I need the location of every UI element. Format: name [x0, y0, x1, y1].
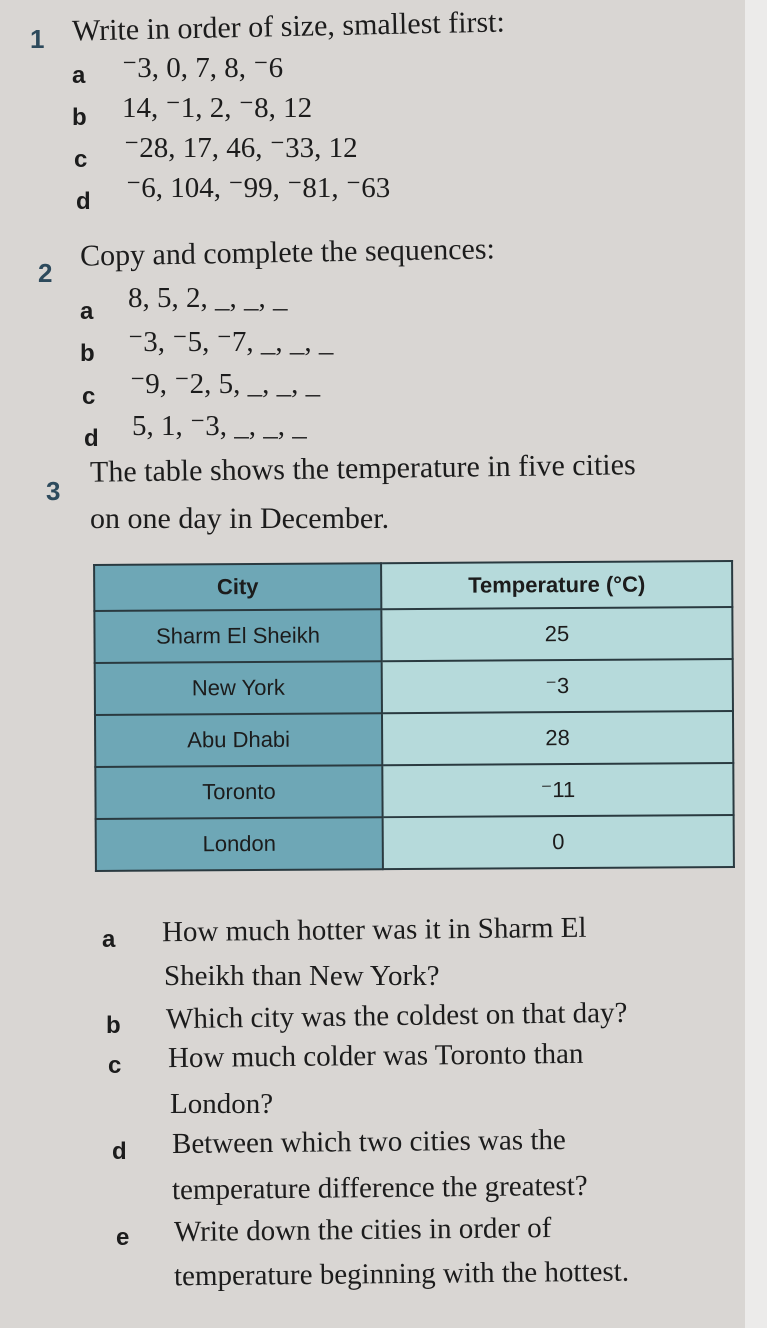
- item-label: c: [108, 1052, 122, 1079]
- sub-question: Write down the cities in order of: [173, 1212, 552, 1248]
- question-number: 2: [38, 258, 53, 288]
- sub-question: temperature difference the greatest?: [171, 1169, 588, 1207]
- temperature-cell: ⁻11: [382, 763, 733, 817]
- item-label: d: [76, 188, 91, 215]
- temperature-cell: 28: [382, 711, 733, 765]
- question-number: 1: [30, 24, 45, 54]
- item-label: b: [106, 1012, 121, 1039]
- item-text: ⁻28, 17, 46, ⁻33, 12: [124, 132, 358, 164]
- question-prompt: Write in order of size, smallest first:: [71, 5, 506, 48]
- temperature-cell: 25: [381, 607, 732, 661]
- table-header-row: [94, 561, 732, 611]
- sub-question: Sheikh than New York?: [164, 960, 440, 992]
- city-cell: Abu Dhabi: [95, 713, 382, 767]
- sub-question: How much hotter was it in Sharm El: [161, 911, 587, 949]
- item-text: ⁻9, ⁻2, 5, _, _, _: [130, 368, 321, 400]
- item-text: ⁻3, ⁻5, ⁻7, _, _, _: [128, 326, 334, 358]
- item-text: 5, 1, ⁻3, _, _, _: [132, 410, 307, 442]
- item-label: a: [102, 926, 116, 953]
- table-row: [94, 607, 732, 663]
- item-label: a: [80, 298, 94, 325]
- sub-question: temperature beginning with the hottest.: [173, 1255, 630, 1293]
- city-cell: Toronto: [95, 765, 382, 819]
- table-row: [96, 815, 734, 871]
- question-prompt: Copy and complete the sequences:: [79, 232, 496, 273]
- table-row: [95, 763, 733, 819]
- item-label: c: [74, 146, 88, 173]
- question-prompt: on one day in December.: [90, 502, 390, 535]
- item-text: 14, ⁻1, 2, ⁻8, 12: [122, 92, 313, 124]
- temperature-cell: ⁻3: [382, 659, 733, 713]
- sub-question: London?: [170, 1088, 274, 1120]
- sub-question: Between which two cities was the: [171, 1123, 566, 1161]
- item-text: ⁻6, 104, ⁻99, ⁻81, ⁻63: [126, 172, 391, 204]
- item-label: a: [72, 62, 86, 89]
- item-text: ⁻3, 0, 7, 8, ⁻6: [122, 52, 284, 84]
- header-temperature: Temperature (°C): [381, 561, 732, 609]
- table-row: [95, 659, 733, 715]
- city-cell: New York: [95, 661, 382, 715]
- item-text: 8, 5, 2, _, _, _: [128, 282, 288, 314]
- question-prompt: The table shows the temperature in five cities: [89, 448, 636, 489]
- page-edge: [745, 0, 767, 1328]
- question-number: 3: [46, 476, 61, 506]
- item-label: b: [72, 104, 87, 131]
- temperature-cell: 0: [383, 815, 734, 869]
- city-cell: London: [96, 817, 383, 871]
- item-label: d: [84, 425, 99, 452]
- item-label: b: [80, 340, 95, 367]
- sub-question: How much colder was Toronto than: [167, 1037, 584, 1075]
- sub-question: Which city was the coldest on that day?: [165, 996, 628, 1036]
- item-label: c: [82, 383, 96, 410]
- table-row: [95, 711, 733, 767]
- temperature-table: [93, 560, 735, 872]
- item-label: d: [112, 1138, 127, 1165]
- city-cell: Sharm El Sheikh: [94, 609, 381, 663]
- item-label: e: [116, 1224, 130, 1251]
- header-city: City: [94, 563, 381, 611]
